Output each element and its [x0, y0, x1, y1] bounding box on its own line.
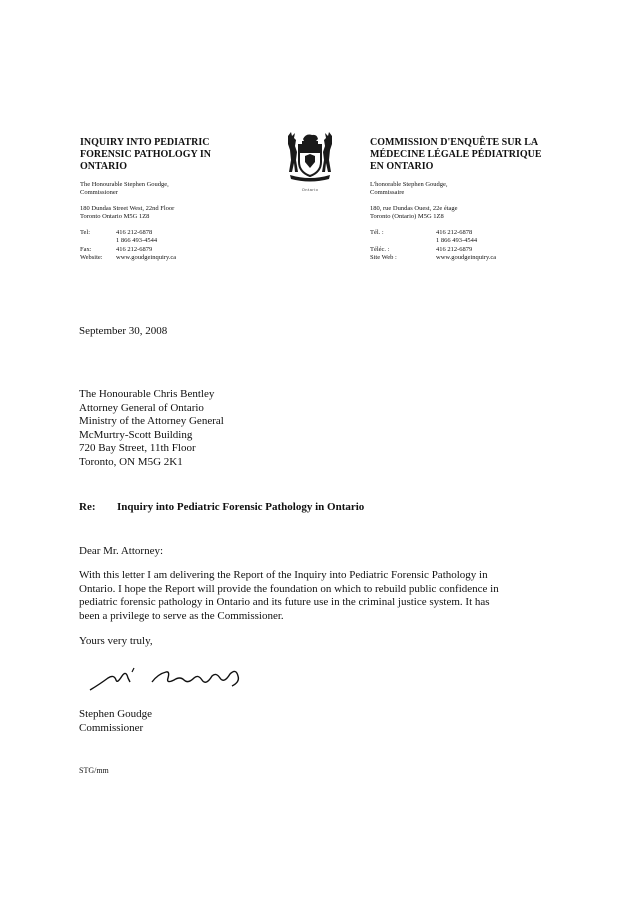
contact-value: 416 212-6878: [436, 229, 473, 236]
contact-value: 416 212-6878: [116, 229, 153, 236]
crest-caption: Ontario: [301, 187, 319, 192]
signer-block: [79, 708, 152, 735]
salutation: Dear Mr. Attorney:: [79, 545, 164, 557]
address-line1-english: 180 Dundas Street West, 22nd Floor: [80, 205, 175, 212]
contact-block-french: [370, 229, 590, 262]
contact-label: Téléc. :: [370, 245, 390, 253]
recipient-line: 720 Bay Street, 11th Floor: [79, 442, 196, 454]
body-line: Ontario. I hope the Report will provide the foundation on which to rebuild public confidence in: [79, 582, 499, 595]
contact-label: Tél. :: [370, 229, 384, 236]
org-title-english: INQUIRY INTO PEDIATRIC FORENSIC PATHOLOGY IN ONTARIO: [80, 137, 211, 172]
commissioner-title-french: Commissaire: [370, 189, 405, 196]
body-line: With this letter I am delivering the Report of the Inquiry into Pediatric Forensic Pathology in: [79, 569, 488, 581]
crest-icon: [282, 130, 338, 184]
contact-block-english: [80, 229, 280, 262]
address-line1-french: 180, rue Dundas Ouest, 22e étage: [370, 205, 458, 212]
handwritten-signature: [86, 660, 266, 700]
contact-label: Fax:: [80, 245, 92, 253]
recipient-address: [79, 388, 224, 469]
recipient-line: The Honourable Chris Bentley: [79, 388, 215, 400]
letter-date: September 30, 2008: [79, 325, 168, 337]
recipient-line: McMurtry-Scott Building: [79, 428, 193, 441]
recipient-line: Toronto, ON M5G 2K1: [79, 455, 183, 468]
recipient-line: Attorney General of Ontario: [79, 401, 204, 414]
contact-value: 416 212-6879: [436, 245, 473, 253]
website-link[interactable]: www.goudgeinquiry.ca: [116, 253, 177, 261]
contact-label: [370, 237, 436, 245]
contact-value: 1 866 493-4544: [116, 237, 158, 245]
body-line: been a privilege to serve as the Commissioner.: [79, 609, 284, 622]
contact-value: 1 866 493-4544: [436, 237, 478, 245]
reference-initials: STG/mm: [79, 766, 109, 775]
contact-label: [80, 237, 116, 245]
ontario-coat-of-arms: [280, 130, 340, 192]
website-link[interactable]: www.goudgeinquiry.ca: [436, 253, 497, 261]
address-line2-english: Toronto Ontario M5G 1Z8: [80, 213, 150, 220]
letterhead-french: [370, 137, 590, 262]
commissioner-name-french: L'honorable Stephen Goudge,: [370, 181, 448, 188]
org-title-french: COMMISSION D'ENQUÊTE SUR LA MÉDECINE LÉGALE PÉDIATRIQUE EN ONTARIO: [370, 137, 542, 172]
body-paragraph: [79, 569, 569, 623]
contact-label: Site Web :: [370, 253, 397, 261]
commissioner-title-english: Commissioner: [80, 189, 118, 196]
subject-line: [79, 501, 364, 513]
signer-title: Commissioner: [79, 721, 144, 734]
contact-label: Website:: [80, 253, 103, 261]
contact-label: Tel:: [80, 229, 91, 236]
signature-icon: [86, 660, 266, 700]
contact-value: 416 212-6879: [116, 245, 153, 253]
letterhead-english: [80, 137, 280, 262]
address-line2-french: Toronto (Ontario) M5G 1Z8: [370, 213, 444, 220]
recipient-line: Ministry of the Attorney General: [79, 415, 224, 427]
body-line: pediatric forensic pathology in Ontario and its future use in the criminal justice system. It has: [79, 596, 490, 608]
commissioner-name-english: The Honourable Stephen Goudge,: [80, 181, 169, 188]
subject-label: Re:: [79, 501, 96, 513]
closing: Yours very truly,: [79, 635, 153, 647]
signer-name: Stephen Goudge: [79, 708, 153, 720]
subject-text: Inquiry into Pediatric Forensic Pathology in Ontario: [117, 501, 365, 513]
